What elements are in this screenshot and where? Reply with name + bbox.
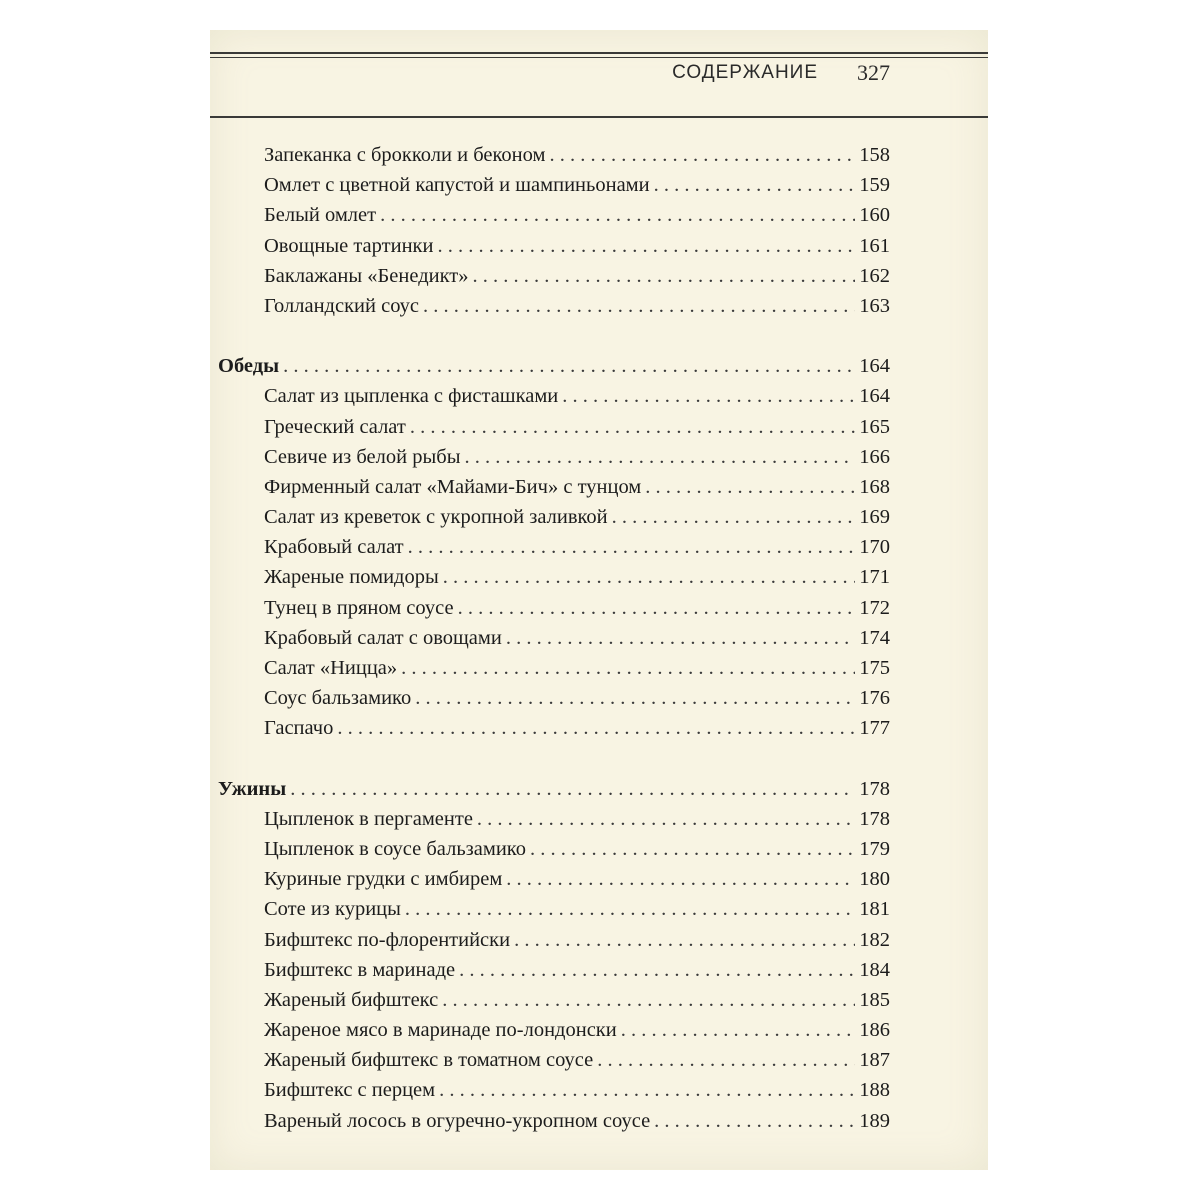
- toc-entry-page: 175: [859, 657, 890, 679]
- toc-entry: [218, 925, 890, 955]
- toc-entry-label: Крабовый салат с овощами: [264, 626, 502, 649]
- toc-entry: [218, 502, 890, 532]
- toc-entry: [218, 1045, 890, 1075]
- toc-entry: [218, 381, 890, 411]
- toc-entry: [218, 713, 890, 743]
- section-gap: [218, 321, 890, 351]
- toc-entry: [218, 532, 890, 562]
- toc-entry-label: Омлет с цветной капустой и шампиньонами: [264, 174, 650, 197]
- dot-leader: [514, 925, 855, 955]
- toc-entry-label: Цыпленок в соусе бальзамико: [264, 837, 526, 860]
- toc-entry-page: 177: [859, 717, 890, 740]
- toc-entry-page: 179: [859, 837, 890, 860]
- toc-section-heading: [218, 351, 890, 381]
- dot-leader: [439, 1075, 855, 1105]
- toc-entry-page: 164: [859, 385, 890, 408]
- dot-leader: [621, 1015, 856, 1045]
- dot-leader: [473, 261, 856, 291]
- dot-leader: [477, 804, 855, 834]
- dot-leader: [612, 502, 856, 532]
- toc-entry: [218, 955, 890, 985]
- toc-entry-label: Жареное мясо в маринаде по-лондонски: [264, 1019, 617, 1042]
- section-heading-label: Обеды: [218, 355, 280, 378]
- toc-entry-page: 158: [859, 144, 890, 166]
- toc-entry-page: 178: [859, 807, 890, 830]
- toc-entry: [218, 683, 890, 713]
- toc-entry-label: Бифштекс по-флорентийски: [264, 928, 511, 951]
- dot-leader: [464, 442, 855, 472]
- toc-entry: [218, 140, 890, 170]
- toc-entry-label: Жареный бифштекс: [264, 988, 439, 1011]
- dot-leader: [506, 864, 855, 894]
- dot-leader: [458, 593, 856, 623]
- dot-leader: [337, 713, 855, 743]
- toc-entry-label: Севиче из белой рыбы: [264, 445, 461, 468]
- toc-entry: [218, 1075, 890, 1105]
- toc-entry-label: Крабовый салат: [264, 536, 404, 559]
- toc-entry-label: Греческий салат: [264, 415, 406, 438]
- section-gap: [218, 744, 890, 774]
- dot-leader: [562, 381, 855, 411]
- toc-entry-label: Цыпленок в пергаменте: [264, 807, 473, 830]
- section-heading-page: 178: [859, 777, 890, 800]
- toc-entry-page: 186: [859, 1019, 890, 1042]
- toc-entry: [218, 231, 890, 261]
- dot-leader: [437, 231, 855, 261]
- dot-leader: [645, 472, 855, 502]
- toc-entry: [218, 170, 890, 200]
- toc-entry-label: Гаспачо: [264, 717, 334, 740]
- toc-entry-page: 171: [859, 566, 890, 589]
- toc-entry-page: 180: [859, 868, 890, 891]
- running-header: [210, 52, 988, 118]
- dot-leader: [410, 412, 855, 442]
- toc-entry: [218, 834, 890, 864]
- toc-entry-page: 170: [859, 536, 890, 559]
- toc-entry: [218, 412, 890, 442]
- toc-entry: [218, 1015, 890, 1045]
- dot-leader: [459, 955, 855, 985]
- toc-entry-label: Запеканка с брокколи и беконом: [264, 144, 546, 166]
- dot-leader: [283, 351, 855, 381]
- dot-leader: [401, 653, 855, 683]
- toc-entry-label: Жареные помидоры: [264, 566, 439, 589]
- toc-entry: [218, 623, 890, 653]
- header-title: СОДЕРЖАНИЕ: [672, 62, 818, 83]
- toc-section-heading: [218, 774, 890, 804]
- toc-group-breakfast: [218, 140, 890, 321]
- toc-entry-page: 169: [859, 506, 890, 529]
- toc-entry-page: 182: [859, 928, 890, 951]
- toc-entry-label: Баклажаны «Бенедикт»: [264, 264, 469, 287]
- toc-entry: [218, 894, 890, 924]
- toc-entry-label: Салат из креветок с укропной заливкой: [264, 506, 608, 529]
- toc-entry-page: 185: [859, 988, 890, 1011]
- book-page: [210, 30, 988, 1170]
- toc-entry-page: 163: [859, 294, 890, 317]
- table-of-contents: [218, 140, 890, 1136]
- toc-entry-page: 172: [859, 596, 890, 619]
- dot-leader: [405, 894, 855, 924]
- toc-entry-label: Бифштекс с перцем: [264, 1079, 436, 1102]
- toc-entry-label: Фирменный салат «Майами-Бич» с тунцом: [264, 475, 642, 498]
- toc-entry-label: Голландский соус: [264, 294, 420, 317]
- toc-entry: [218, 804, 890, 834]
- toc-entry-label: Салат «Ницца»: [264, 657, 398, 679]
- dot-leader: [423, 291, 855, 321]
- toc-entry-label: Соте из курицы: [264, 898, 401, 921]
- toc-entry-page: 168: [859, 475, 890, 498]
- toc-entry-page: 184: [859, 958, 890, 981]
- dot-leader: [380, 200, 855, 230]
- toc-entry: [218, 562, 890, 592]
- toc-entry: [218, 291, 890, 321]
- dot-leader: [549, 140, 855, 170]
- toc-entry-label: Соус бальзамико: [264, 687, 412, 710]
- toc-entry-label: Куриные грудки с имбирем: [264, 868, 503, 891]
- toc-entry-label: Жареный бифштекс в томатном соусе: [264, 1049, 594, 1072]
- toc-group-lunch: [218, 351, 890, 743]
- toc-entry: [218, 442, 890, 472]
- toc-entry-label: Салат из цыпленка с фисташками: [264, 385, 559, 408]
- section-heading-page: 164: [859, 355, 890, 378]
- dot-leader: [597, 1045, 855, 1075]
- toc-entry-page: 161: [859, 234, 890, 257]
- toc-entry: [218, 1106, 890, 1136]
- toc-entry-label: Тунец в пряном соусе: [264, 596, 454, 619]
- dot-leader: [442, 985, 855, 1015]
- toc-entry: [218, 653, 890, 683]
- dot-leader: [443, 562, 855, 592]
- toc-entry-page: 176: [859, 687, 890, 710]
- dot-leader: [290, 774, 855, 804]
- toc-entry-page: 162: [859, 264, 890, 287]
- dot-leader: [415, 683, 855, 713]
- toc-entry-label: Белый омлет: [264, 204, 377, 227]
- toc-entry-label: Овощные тартинки: [264, 234, 434, 257]
- toc-entry: [218, 864, 890, 894]
- toc-entry-page: 159: [859, 174, 890, 197]
- toc-entry: [218, 200, 890, 230]
- toc-entry-label: Бифштекс в маринаде: [264, 958, 456, 981]
- dot-leader: [408, 532, 856, 562]
- dot-leader: [530, 834, 855, 864]
- section-heading-label: Ужины: [218, 777, 287, 800]
- toc-entry-page: 189: [859, 1109, 890, 1132]
- toc-entry-page: 174: [859, 626, 890, 649]
- toc-entry-page: 181: [859, 898, 890, 921]
- toc-entry-page: 166: [859, 445, 890, 468]
- toc-entry-page: 188: [859, 1079, 890, 1102]
- dot-leader: [506, 623, 855, 653]
- toc-entry-page: 165: [859, 415, 890, 438]
- toc-entry: [218, 472, 890, 502]
- toc-entry: [218, 985, 890, 1015]
- toc-entry-page: 187: [859, 1049, 890, 1072]
- toc-entry-page: 160: [859, 204, 890, 227]
- header-page-number: 327: [857, 60, 890, 85]
- toc-group-dinner: [218, 774, 890, 1136]
- toc-entry: [218, 261, 890, 291]
- dot-leader: [654, 170, 856, 200]
- toc-entry: [218, 593, 890, 623]
- toc-entry-label: Вареный лосось в огуречно-укропном соусе: [264, 1109, 651, 1132]
- dot-leader: [654, 1106, 855, 1136]
